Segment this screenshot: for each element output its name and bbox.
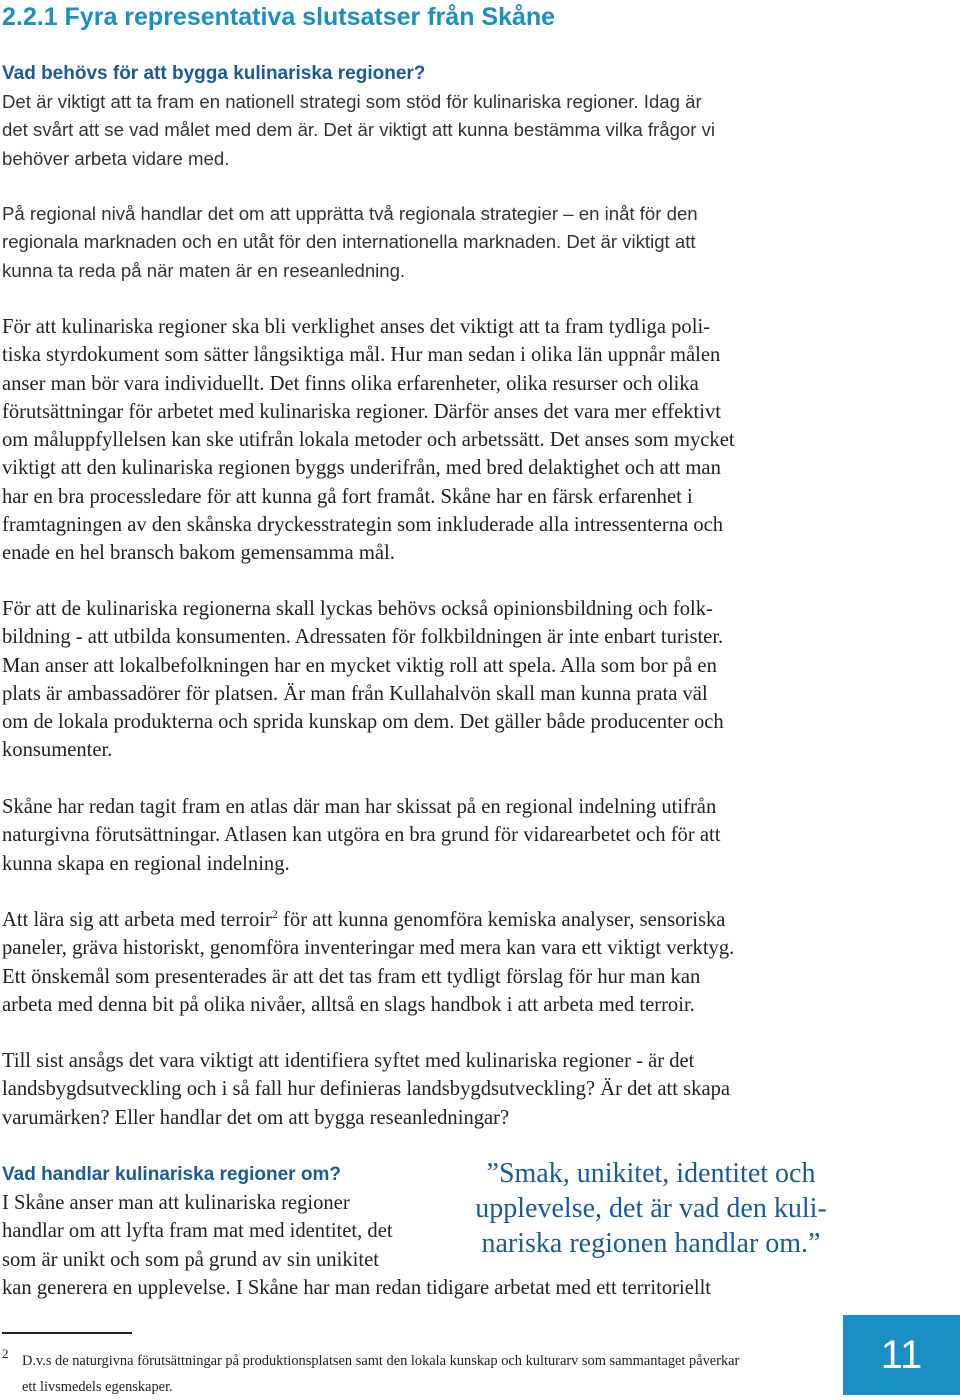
section-title: 2.2.1 Fyra representativa slutsatser från Skåne xyxy=(2,3,556,31)
text-line: enade en hel bransch bakom gemensamma mål. xyxy=(2,542,395,565)
page-number-badge: 11 xyxy=(843,1315,960,1395)
text-line: varumärken? Eller handlar det om att bygga reseanledningar? xyxy=(2,1106,510,1129)
text-segment: Att lära sig att arbeta med terroir xyxy=(2,909,272,931)
pull-quote xyxy=(458,1156,844,1261)
text-line: På regional nivå handlar det om att upprätta två regionala strategier – en inåt för den xyxy=(2,203,698,224)
text-line: som är unikt och som på grund av sin unikitet xyxy=(2,1248,379,1271)
text-line: För att de kulinariska regionerna skall lyckas behövs också opinionsbildning och folk- xyxy=(2,598,713,620)
text-line: kan generera en upplevelse. I Skåne har man redan tidigare arbetat med ett territoriellt xyxy=(2,1276,712,1299)
footnote-marker: 2 xyxy=(2,1346,9,1361)
text-line: har en bra processledare för att kunna gå fort framåt. Skåne har en färsk erfarenhet i xyxy=(2,485,693,508)
text-line: viktigt att den kulinariska regionen byggs underifrån, med bred delaktighet och att man xyxy=(2,457,721,480)
text-line: om måluppfyllelsen kan ske utifrån lokala metoder och arbetssätt. Det anses som mycket xyxy=(2,429,735,452)
text-line: landsbygdsutveckling och i så fall hur definieras landsbygdsutveckling? Är det att skapa xyxy=(2,1078,731,1101)
text-line: behöver arbeta vidare med. xyxy=(2,147,230,169)
text-line xyxy=(2,906,832,934)
text-line: regionala marknaden och en utåt för den internationella marknaden. Det är viktigt att xyxy=(2,231,696,253)
paragraph-atlas xyxy=(2,793,832,878)
paragraph-national-strategy xyxy=(2,88,832,173)
text-line: paneler, gräva historiskt, genomföra inventeringar med mera kan vara ett viktigt verktyg. xyxy=(2,937,735,960)
footnote-text xyxy=(22,1348,842,1400)
text-line: anser man bör vara individuellt. Det finns olika erfarenheter, olika resurser och olika xyxy=(2,372,699,395)
text-segment: för att kunna genomföra kemiska analyser, sensoriska xyxy=(277,909,726,931)
text-line: förutsättningar för arbetet med kulinariska regioner. Därför anses det vara mer effektivt xyxy=(2,400,721,423)
text-line: Det är viktigt att ta fram en nationell strategi som stöd för kulinariska regioner. Idag är xyxy=(2,91,702,112)
text-line: kunna ta reda på när maten är en reseanledning. xyxy=(2,259,406,281)
quote-line: ”Smak, unikitet, identitet och xyxy=(486,1158,816,1189)
paragraph-purpose xyxy=(2,1047,832,1132)
paragraph-public-education xyxy=(2,595,832,765)
text-line: handlar om att lyfta fram mat med identitet, det xyxy=(2,1220,393,1243)
footnote-line: D.v.s de naturgivna förutsättningar på produktionsplatsen samt den lokala kunskap och kulturarv som sammantaget påverkar xyxy=(22,1353,740,1369)
text-line: För att kulinariska regioner ska bli verklighet anses det viktigt att ta fram tydliga poli- xyxy=(2,316,711,338)
paragraph-terroir xyxy=(2,906,832,1019)
text-line: plats är ambassadörer för platsen. Är man från Kullahalvön skall man kunna prata väl xyxy=(2,682,708,705)
text-line: bildning - att utbilda konsumenten. Adressaten för folkbildningen är inte enbart turister. xyxy=(2,626,724,649)
paragraph-political-documents xyxy=(2,313,832,568)
subheading-what-is-needed: Vad behövs för att bygga kulinariska regioner? xyxy=(2,63,426,84)
text-line: tiska styrdokument som sätter långsiktiga mål. Hur man sedan i olika län uppnår målen xyxy=(2,344,721,367)
text-line: Ett önskemål som presenterades är att det tas fram ett tydligt förslag för hur man kan xyxy=(2,965,701,988)
text-line: arbeta med denna bit på olika nivåer, alltså en slags handbok i att arbeta med terroir. xyxy=(2,993,695,1016)
text-line: I Skåne anser man att kulinariska regioner xyxy=(2,1192,350,1214)
quote-line: upplevelse, det är vad den kuli- xyxy=(475,1193,827,1224)
text-line: Till sist ansågs det vara viktigt att identifiera syftet med kulinariska regioner - är det xyxy=(2,1050,695,1072)
text-line: Man anser att lokalbefolkningen har en mycket viktig roll att spela. Alla som bor på en xyxy=(2,654,717,677)
text-line: naturgivna förutsättningar. Atlasen kan utgöra en bra grund för vidarearbetet och för att xyxy=(2,824,721,847)
text-line: Skåne har redan tagit fram en atlas där man har skissat på en regional indelning utifrån xyxy=(2,796,717,818)
text-line: om de lokala produkterna och sprida kunskap om dem. Det gäller både producenter och xyxy=(2,711,724,734)
footnote-reference: 2 xyxy=(271,907,278,921)
footnote-line: ett livsmedels egenskaper. xyxy=(22,1379,173,1395)
text-line: kunna skapa en regional indelning. xyxy=(2,852,290,875)
paragraph-regional-strategies xyxy=(2,200,832,285)
footnote-divider xyxy=(2,1332,132,1334)
text-line: konsumenter. xyxy=(2,739,113,762)
text-line: framtagningen av den skånska dryckesstrategin som inkluderade alla intressenterna och xyxy=(2,514,724,537)
text-line: det svårt att se vad målet med dem är. Det är viktigt att kunna bestämma vilka frågor vi xyxy=(2,119,716,141)
quote-line: nariska regionen handlar om.” xyxy=(481,1228,821,1259)
subheading-what-about: Vad handlar kulinariska regioner om? xyxy=(2,1164,341,1185)
